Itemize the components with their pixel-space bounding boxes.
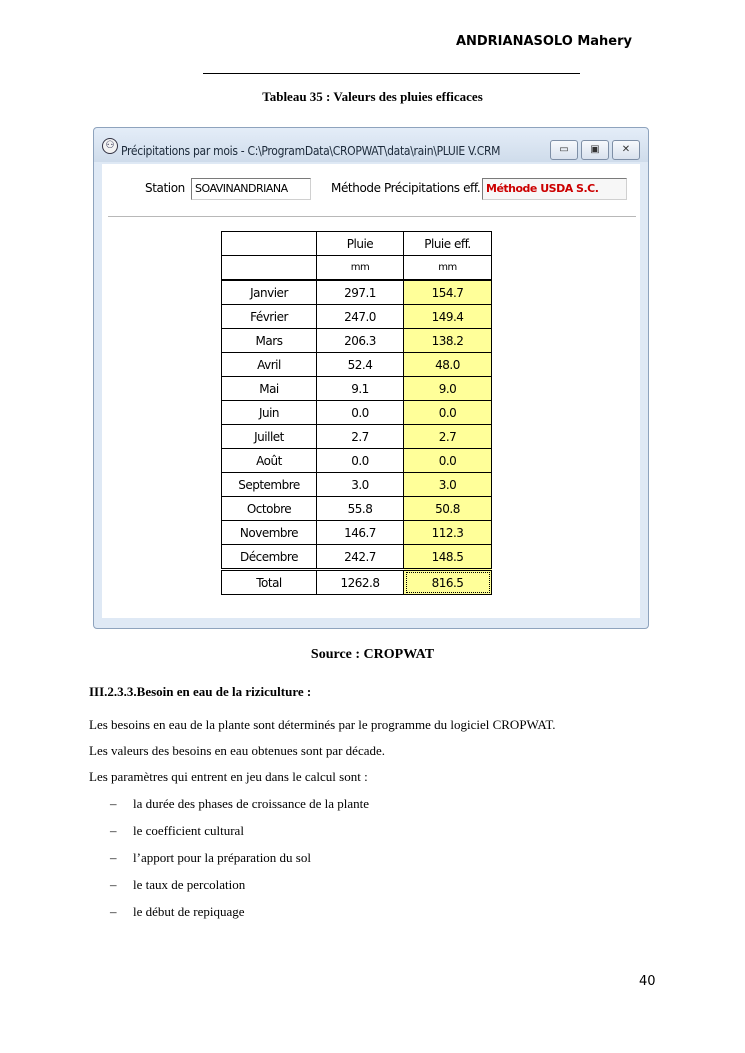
table-row xyxy=(222,401,492,425)
eff-rain-cell[interactable]: 138.2 xyxy=(404,329,492,353)
table-row xyxy=(222,329,492,353)
header-cell-rain: Pluie xyxy=(317,232,404,256)
station-field[interactable]: SOAVINANDRIANA xyxy=(191,178,311,200)
month-cell[interactable]: Mai xyxy=(222,377,317,401)
rain-cell[interactable]: 146.7 xyxy=(317,521,404,545)
month-cell[interactable]: Janvier xyxy=(222,280,317,305)
rain-cell[interactable]: 0.0 xyxy=(317,449,404,473)
month-cell[interactable]: Septembre xyxy=(222,473,317,497)
eff-rain-cell[interactable]: 148.5 xyxy=(404,545,492,570)
table-caption: Tableau 35 : Valeurs des pluies efficaces xyxy=(262,89,483,104)
table-row xyxy=(222,377,492,401)
separator xyxy=(108,216,636,218)
table-units-row xyxy=(222,256,492,281)
eff-rain-cell[interactable]: 149.4 xyxy=(404,305,492,329)
table-row xyxy=(222,545,492,570)
bullet-dash: – xyxy=(110,850,117,865)
bullet-dash: – xyxy=(110,877,117,892)
list-item xyxy=(110,873,369,900)
paragraph-3: Les paramètres qui entrent en jeu dans le calcul sont : xyxy=(89,769,368,784)
table-row xyxy=(222,473,492,497)
method-field[interactable]: Méthode USDA S.C. xyxy=(482,178,627,200)
table-header-row xyxy=(222,232,492,256)
list-item xyxy=(110,900,369,927)
rain-cell[interactable]: 52.4 xyxy=(317,353,404,377)
eff-rain-cell[interactable]: 50.8 xyxy=(404,497,492,521)
list-item-text: le coefficient cultural xyxy=(133,823,244,838)
eff-rain-cell[interactable]: 2.7 xyxy=(404,425,492,449)
method-label: Méthode Précipitations eff. xyxy=(331,181,481,195)
month-cell[interactable]: Février xyxy=(222,305,317,329)
eff-rain-cell[interactable]: 48.0 xyxy=(404,353,492,377)
total-label-cell: Total xyxy=(222,570,317,595)
eff-rain-cell[interactable]: 154.7 xyxy=(404,280,492,305)
table-row xyxy=(222,280,492,305)
unit-cell-rain: mm xyxy=(317,256,404,281)
month-cell[interactable]: Juillet xyxy=(222,425,317,449)
total-eff-rain-cell: 816.5 xyxy=(404,570,492,595)
list-item xyxy=(110,819,369,846)
rain-cell[interactable]: 9.1 xyxy=(317,377,404,401)
cropwat-window xyxy=(93,127,649,629)
total-rain-cell: 1262.8 xyxy=(317,570,404,595)
window-titlebar[interactable] xyxy=(94,128,648,162)
minimize-button[interactable]: ▭ xyxy=(550,140,578,160)
list-item-text: le taux de percolation xyxy=(133,877,246,892)
close-button[interactable]: ✕ xyxy=(612,140,640,160)
month-cell[interactable]: Avril xyxy=(222,353,317,377)
header-cell-month xyxy=(222,232,317,256)
list-item xyxy=(110,846,369,873)
table-row xyxy=(222,521,492,545)
table-row xyxy=(222,305,492,329)
bullet-dash: – xyxy=(110,796,117,811)
table-source: Source : CROPWAT xyxy=(310,647,435,662)
unit-cell-eff: mm xyxy=(404,256,492,281)
rain-cell[interactable]: 2.7 xyxy=(317,425,404,449)
rain-cell[interactable]: 247.0 xyxy=(317,305,404,329)
bullet-dash: – xyxy=(110,904,117,919)
rain-cell[interactable]: 297.1 xyxy=(317,280,404,305)
table-row xyxy=(222,449,492,473)
window-title: Précipitations par mois - C:\ProgramData\CROPWAT\data\rain\PLUIE V.CRM xyxy=(121,144,501,158)
page-number: 40 xyxy=(639,974,656,989)
list-item-text: la durée des phases de croissance de la plante xyxy=(133,796,370,811)
rain-cell[interactable]: 0.0 xyxy=(317,401,404,425)
header-author: ANDRIANASOLO Mahery xyxy=(455,34,632,49)
eff-rain-cell[interactable]: 0.0 xyxy=(404,401,492,425)
app-icon: ⚇ xyxy=(102,138,118,154)
rain-table xyxy=(221,231,492,595)
month-cell[interactable]: Juin xyxy=(222,401,317,425)
month-cell[interactable]: Août xyxy=(222,449,317,473)
header-rule xyxy=(203,73,580,74)
eff-rain-cell[interactable]: 3.0 xyxy=(404,473,492,497)
maximize-button[interactable]: ▣ xyxy=(581,140,609,160)
table-total-row xyxy=(222,570,492,595)
list-item xyxy=(110,792,369,819)
list-item-text: le début de repiquage xyxy=(133,904,245,919)
eff-rain-cell[interactable]: 112.3 xyxy=(404,521,492,545)
section-heading: III.2.3.3.Besoin en eau de la riziculture : xyxy=(89,684,312,699)
window-client xyxy=(102,164,640,618)
list-item-text: l’apport pour la préparation du sol xyxy=(133,850,311,865)
month-cell[interactable]: Décembre xyxy=(222,545,317,570)
rain-cell[interactable]: 242.7 xyxy=(317,545,404,570)
station-label: Station xyxy=(145,181,185,195)
month-cell[interactable]: Octobre xyxy=(222,497,317,521)
table-row xyxy=(222,353,492,377)
paragraph-1: Les besoins en eau de la plante sont déterminés par le programme du logiciel CROPWAT. xyxy=(89,717,556,732)
table-row xyxy=(222,497,492,521)
header-cell-eff: Pluie eff. xyxy=(404,232,492,256)
paragraph-2: Les valeurs des besoins en eau obtenues sont par décade. xyxy=(89,743,386,758)
rain-cell[interactable]: 3.0 xyxy=(317,473,404,497)
parameter-list xyxy=(110,792,369,927)
rain-cell[interactable]: 206.3 xyxy=(317,329,404,353)
table-row xyxy=(222,425,492,449)
month-cell[interactable]: Mars xyxy=(222,329,317,353)
unit-cell-month xyxy=(222,256,317,281)
month-cell[interactable]: Novembre xyxy=(222,521,317,545)
eff-rain-cell[interactable]: 9.0 xyxy=(404,377,492,401)
bullet-dash: – xyxy=(110,823,117,838)
eff-rain-cell[interactable]: 0.0 xyxy=(404,449,492,473)
rain-cell[interactable]: 55.8 xyxy=(317,497,404,521)
